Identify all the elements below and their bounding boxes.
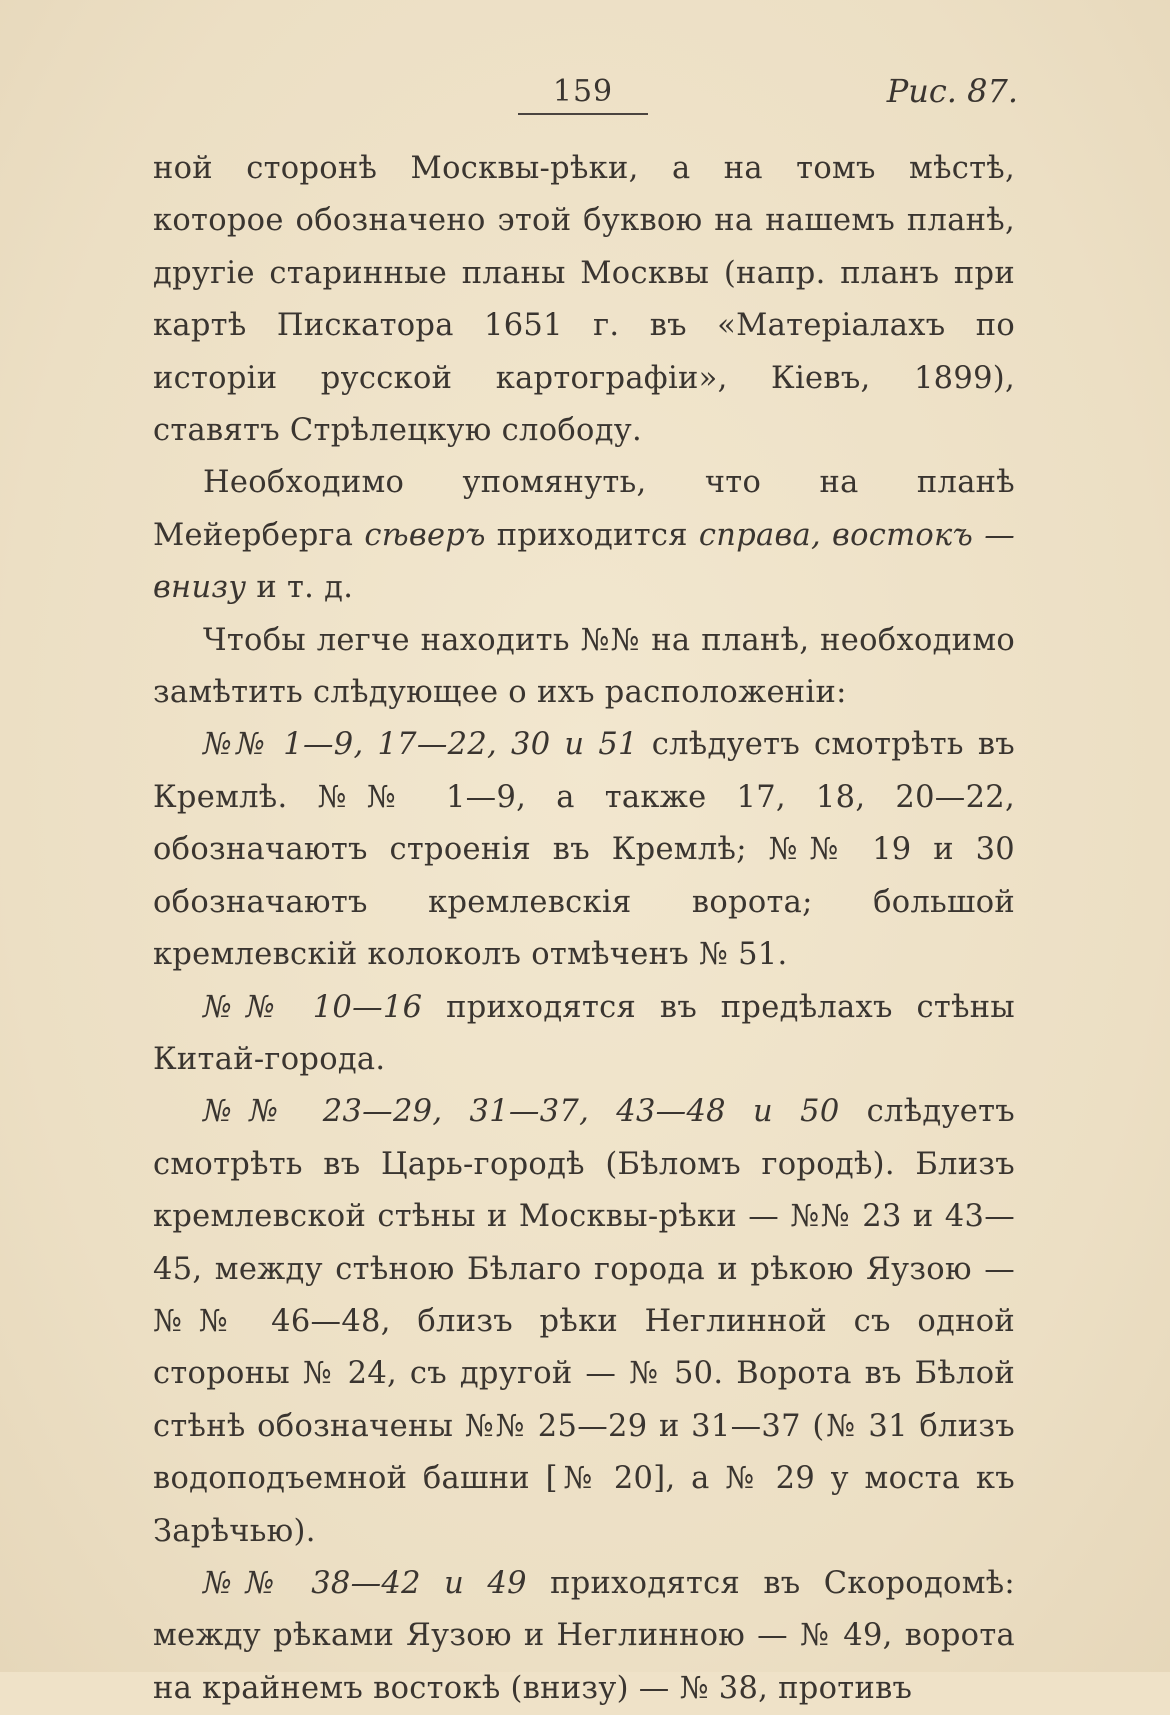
paragraph-text: Чтобы легче находить №№ на планѣ, необходимо замѣтить слѣдующее о ихъ расположеніи: (153, 622, 1015, 711)
paragraph-kremlin (153, 719, 1015, 981)
italic-term-directions: справа, востокъ — внизу (153, 517, 1016, 606)
paragraph-text: приходятся въ Скородомѣ: между рѣками Яузою и Неглинною — № 49, ворота на крайнемъ востокѣ (внизу) — № 38, противъ (153, 1565, 1015, 1706)
italic-number-range: №№ 1—9, 17—22, 30 и 51 (203, 727, 638, 763)
header-rule (518, 113, 648, 115)
paragraph-continued (153, 143, 1015, 457)
page-number: 159 (552, 74, 614, 109)
figure-reference: Рис. 87. (886, 72, 1018, 110)
paragraph-text: приходится (485, 517, 699, 553)
paragraph-text: слѣдуетъ смотрѣть въ Царь-городѣ (Бѣломъ городѣ). Близъ кремлевской стѣны и Москвы-рѣки — №№ 23 и 43—45, между стѣною Бѣлаго города и рѣкою Яузою — №№ 46—48, близъ рѣки Неглинной съ одной стороны № 24, съ другой — № 50. Ворота въ Бѣлой стѣнѣ обозначены №№ 25—29 и 31—37 (№ 31 близъ водоподъемной башни [№ 20], а № 29 у моста къ Зарѣчью). (153, 1094, 1015, 1549)
paragraph-tsar-gorod (153, 1086, 1015, 1558)
paragraph-text: приходятся въ предѣлахъ стѣны Китай-города. (153, 989, 1015, 1077)
running-head (0, 68, 1170, 118)
paragraph-kitai-gorod (153, 982, 1015, 1087)
body-text (153, 143, 1015, 1715)
italic-number-range: №№ 10—16 (203, 989, 423, 1025)
paragraph-intro (153, 615, 1015, 720)
italic-number-range: №№ 23—29, 31—37, 43—48 и 50 (203, 1094, 840, 1130)
italic-term-north: сѣверъ (364, 517, 486, 553)
paragraph-text: Необходимо упомянуть, что на планѣ Мейерберга (153, 465, 1015, 553)
paragraph-orientation (153, 457, 1015, 614)
paragraph-text: ной сторонѣ Москвы-рѣки, а на томъ мѣстѣ, которое обозначено этой буквою на нашемъ планѣ, другіе старинные планы Москвы (напр. планъ при картѣ Пискатора 1651 г. въ «Матеріалахъ по исторіи русской картографіи», Кіевъ, 1899), ставятъ Стрѣлецкую слободу. (153, 151, 1015, 449)
italic-number-range: №№ 38—42 и 49 (203, 1565, 527, 1601)
paragraph-text: слѣдуетъ смотрѣть въ Кремлѣ. №№ 1—9, а также 17, 18, 20—22, обозначаютъ строенія въ Кремлѣ; №№ 19 и 30 обозначаютъ кремлевскія ворота; большой кремлевскій колоколъ отмѣченъ № 51. (153, 727, 1015, 973)
paragraph-skorodom (153, 1558, 1015, 1715)
paragraph-text: и т. д. (246, 570, 354, 606)
